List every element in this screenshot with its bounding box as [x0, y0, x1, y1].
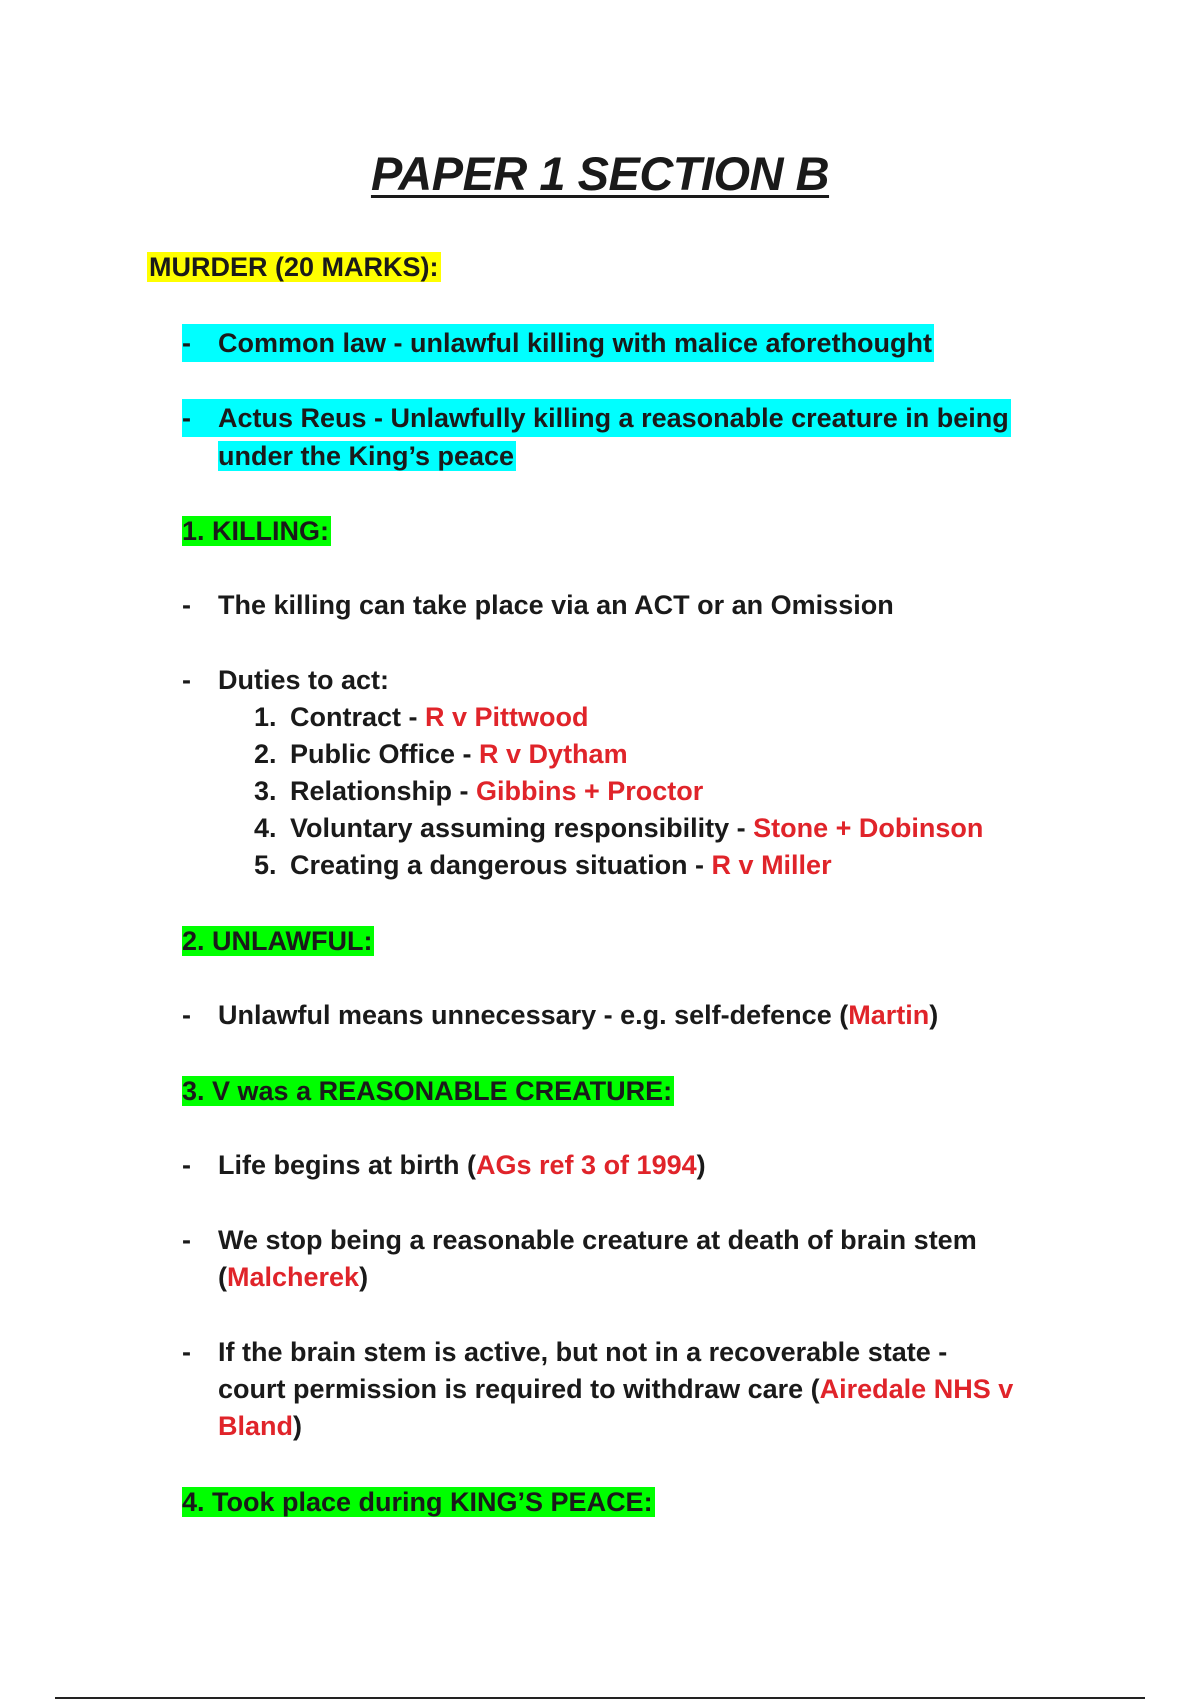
- murder-heading: MURDER (20 MARKS):: [149, 252, 439, 282]
- bullet-dash: -: [182, 1000, 191, 1030]
- definition-common-law: - Common law - unlawful killing with malice aforethought: [182, 324, 934, 362]
- bullet-dash: -: [182, 590, 191, 620]
- bullet-dash: -: [182, 1337, 191, 1367]
- recoverable-point: If the brain stem is active, but not in a recoverable state -: [218, 1337, 948, 1367]
- definition-actus-reus: - Actus Reus - Unlawfully killing a reasonable creature in being: [182, 399, 1011, 437]
- brain-stem-point: We stop being a reasonable creature at death of brain stem: [218, 1225, 977, 1255]
- duties-to-act: Duties to act:: [218, 665, 390, 695]
- case-name: R v Dytham: [479, 739, 628, 769]
- bullet-dash: -: [182, 1150, 191, 1180]
- killing-act-omission: The killing can take place via an ACT or an Omission: [218, 590, 894, 620]
- case-name: Stone + Dobinson: [753, 813, 984, 843]
- unlawful-point: Unlawful means unnecessary - e.g. self-defence (Martin): [218, 1000, 939, 1030]
- case-name: Bland: [218, 1411, 294, 1441]
- footer-rule: [55, 1697, 1145, 1699]
- duty-item: 4. Voluntary assuming responsibility - Stone + Dobinson: [254, 813, 984, 843]
- section-killing-heading: 1. KILLING:: [182, 516, 329, 546]
- bullet-dash: -: [182, 665, 191, 695]
- bullet-dash: -: [182, 1225, 191, 1255]
- case-name: Martin: [848, 1000, 930, 1030]
- section-unlawful-heading: 2. UNLAWFUL:: [182, 926, 373, 956]
- life-begins-point: Life begins at birth (AGs ref 3 of 1994): [218, 1150, 706, 1180]
- duty-item: 2. Public Office - R v Dytham: [254, 739, 628, 769]
- case-name: Airedale NHS v: [819, 1374, 1014, 1404]
- duty-item: 5. Creating a dangerous situation - R v Miller: [254, 850, 832, 880]
- case-name: Malcherek: [227, 1262, 360, 1292]
- duty-item: 3. Relationship - Gibbins + Proctor: [254, 776, 704, 806]
- duty-item: 1. Contract - R v Pittwood: [254, 702, 589, 732]
- case-name: Gibbins + Proctor: [476, 776, 704, 806]
- case-name: R v Miller: [711, 850, 832, 880]
- section-kings-peace-heading: 4. Took place during KING’S PEACE:: [182, 1487, 653, 1517]
- case-name: R v Pittwood: [425, 702, 589, 732]
- recoverable-point-case: Bland): [218, 1411, 303, 1441]
- page-title: PAPER 1 SECTION B: [370, 147, 830, 200]
- definition-actus-reus-cont: under the King’s peace: [218, 441, 515, 471]
- recoverable-point-cont: court permission is required to withdraw care (Airedale NHS v: [218, 1374, 1014, 1404]
- case-name: AGs ref 3 of 1994: [476, 1150, 697, 1180]
- section-creature-heading: 3. V was a REASONABLE CREATURE:: [182, 1076, 673, 1106]
- brain-stem-case: (Malcherek): [218, 1262, 369, 1292]
